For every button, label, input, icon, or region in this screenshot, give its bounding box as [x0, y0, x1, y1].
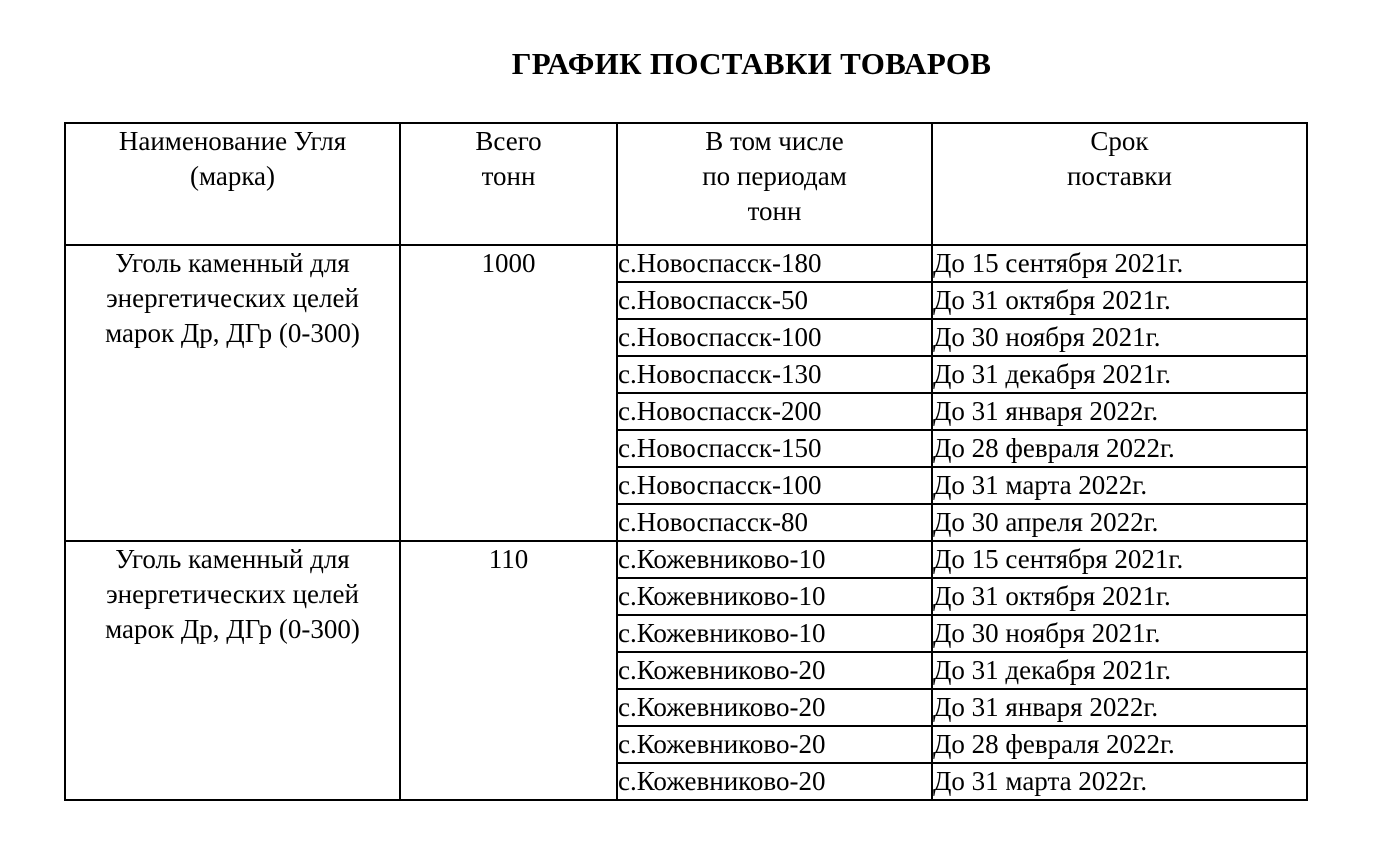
period-cell: с.Новоспасск-80	[617, 504, 932, 541]
table-row	[65, 541, 1307, 578]
deadline-cell: До 30 ноября 2021г.	[932, 319, 1307, 356]
table-header-row	[65, 123, 1307, 245]
period-cell: с.Новоспасск-150	[617, 430, 932, 467]
deadline-cell: До 31 октября 2021г.	[932, 282, 1307, 319]
coal-name-cell	[65, 541, 400, 800]
header-coal-name-line2: (марка)	[189, 161, 276, 191]
header-periods-line3: тонн	[747, 196, 802, 226]
period-cell: с.Кожевниково-10	[617, 578, 932, 615]
deadline-cell: До 15 сентября 2021г.	[932, 245, 1307, 282]
header-total-tons-line2: тонн	[481, 161, 536, 191]
deadline-cell: До 28 февраля 2022г.	[932, 430, 1307, 467]
header-coal-name-line1: Наименование Угля	[118, 126, 347, 156]
table-row	[65, 245, 1307, 282]
header-deadline	[932, 123, 1307, 245]
deadline-cell: До 30 ноября 2021г.	[932, 615, 1307, 652]
period-cell: с.Кожевниково-10	[617, 615, 932, 652]
header-deadline-line1: Срок	[1090, 126, 1149, 156]
deadline-cell: До 31 декабря 2021г.	[932, 356, 1307, 393]
coal-name-line2: энергетических целей	[106, 283, 359, 313]
total-tons-cell: 1000	[400, 245, 617, 541]
deadline-cell: До 31 марта 2022г.	[932, 763, 1307, 800]
deadline-cell: До 31 января 2022г.	[932, 689, 1307, 726]
header-deadline-line2: поставки	[1066, 161, 1173, 191]
deadline-cell: До 15 сентября 2021г.	[932, 541, 1307, 578]
header-total-tons-line1: Всего	[475, 126, 542, 156]
header-periods	[617, 123, 932, 245]
deadline-cell: До 31 марта 2022г.	[932, 467, 1307, 504]
period-cell: с.Кожевниково-20	[617, 689, 932, 726]
coal-name-cell	[65, 245, 400, 541]
coal-name-line1: Уголь каменный для	[115, 248, 350, 278]
deadline-cell: До 30 апреля 2022г.	[932, 504, 1307, 541]
header-coal-name	[65, 123, 400, 245]
period-cell: с.Кожевниково-20	[617, 726, 932, 763]
coal-name-line3: марок Др, ДГр (0-300)	[105, 318, 360, 348]
coal-name-line1: Уголь каменный для	[115, 544, 350, 574]
deadline-cell: До 28 февраля 2022г.	[932, 726, 1307, 763]
page-title: ГРАФИК ПОСТАВКИ ТОВАРОВ	[511, 46, 992, 81]
header-periods-line2: по периодам	[702, 161, 847, 191]
period-cell: с.Новоспасск-100	[617, 319, 932, 356]
total-tons-cell: 110	[400, 541, 617, 800]
deadline-cell: До 31 января 2022г.	[932, 393, 1307, 430]
period-cell: с.Новоспасск-130	[617, 356, 932, 393]
period-cell: с.Кожевниково-10	[617, 541, 932, 578]
header-periods-line1: В том числе	[705, 126, 844, 156]
header-total-tons	[400, 123, 617, 245]
period-cell: с.Новоспасск-180	[617, 245, 932, 282]
period-cell: с.Кожевниково-20	[617, 763, 932, 800]
coal-name-line2: энергетических целей	[106, 579, 359, 609]
delivery-schedule-table	[64, 122, 1308, 801]
period-cell: с.Новоспасск-100	[617, 467, 932, 504]
period-cell: с.Кожевниково-20	[617, 652, 932, 689]
deadline-cell: До 31 декабря 2021г.	[932, 652, 1307, 689]
coal-name-line3: марок Др, ДГр (0-300)	[105, 614, 360, 644]
period-cell: с.Новоспасск-50	[617, 282, 932, 319]
period-cell: с.Новоспасск-200	[617, 393, 932, 430]
deadline-cell: До 31 октября 2021г.	[932, 578, 1307, 615]
